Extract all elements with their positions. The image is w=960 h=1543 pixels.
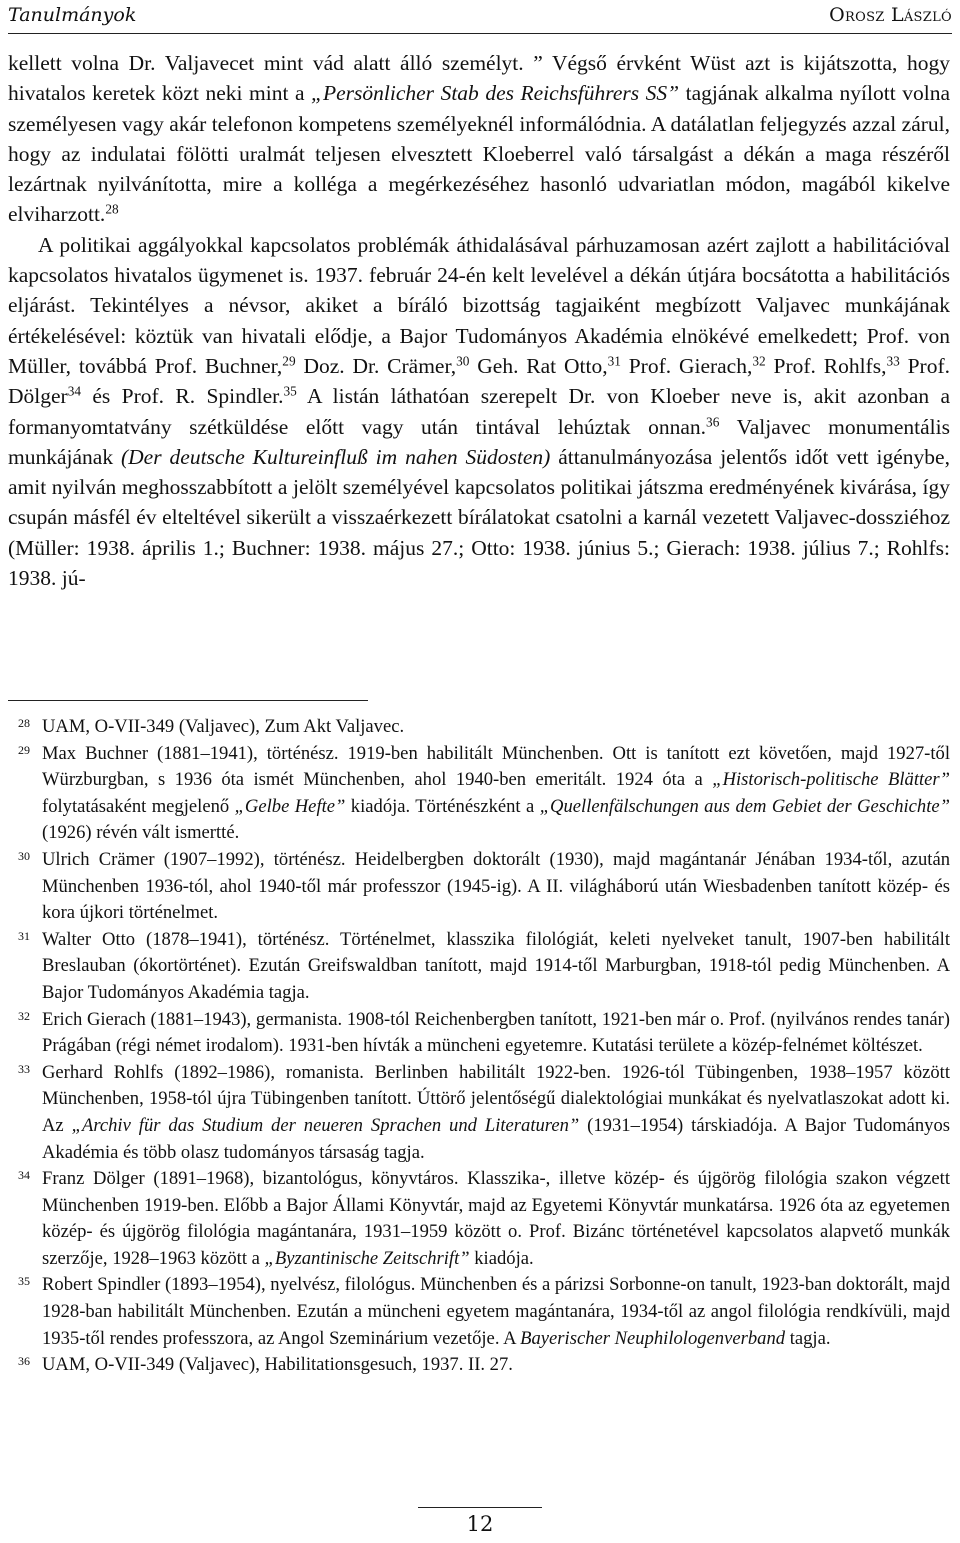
page-number-rule: [418, 1507, 542, 1508]
footnotes-section: [8, 714, 950, 1379]
footnote-divider: [8, 700, 368, 701]
footnote-text: [42, 741, 950, 847]
footnote-text: [42, 1007, 950, 1060]
text-run: Doz. Dr. Crämer,: [295, 353, 457, 378]
text-run: Geh. Rat Otto,: [469, 353, 608, 378]
footnote-run: Max Buchner (1881–1941), történész. 1919-ben habilitált Münchenben. Ott is tanított ezt követően, majd 1927-től Würzburgban, s 1936 óta ismét Münchenben, ahol 1940-ben emeritált. 1924 óta a: [42, 742, 950, 791]
footnote-italic: „Byzantinische Zeitschrift”: [264, 1247, 470, 1269]
footnote-run: UAM, O-VII-349 (Valjavec), Habilitationsgesuch, 1937. II. 27.: [42, 1354, 513, 1376]
footnote-number: 36: [18, 1354, 30, 1369]
footnote-run: folytatásaként megjelenő: [42, 795, 235, 817]
footnote-number: 31: [18, 928, 30, 943]
text-run: tagjának alkalma nyílott volna személyesen vagy akár telefonon kompetens személyeknél informálódnia.: [8, 81, 950, 136]
footnote-number: 28: [18, 716, 30, 730]
footnote-ref-35[interactable]: 35: [283, 383, 297, 399]
footnote-ref-36[interactable]: 36: [706, 414, 720, 430]
footnote-run: (1931–1954) társkiadója. A Bajor Tudományos Akadémia és több olasz tudományos társaság tagja.: [42, 1114, 950, 1163]
footnote-run: Franz Dölger (1891–1968), bizantológus, könyvtáros. Klasszika-, illetve közép- és újgörög filológia szakon végzett Münchenben 1919-ben. Előbb a Bajor Állami Könyvtár, majd az Egyetemi Könyvtár munkatársa. 1926 óta az egyetemen közép- és újgörög filológia magántanára, 1931–1959 között o. Prof. Bizánc történetével kapcsolatos alapvető munkák szerzője, 1928–1963 között a: [42, 1168, 950, 1269]
text-run: A datálatlan feljegyzés azzal zárul, hogy az indulatai fölötti uralmát teljesen elvesztett Kloeberrel való társalgást a dékán a maga részéről lezártnak nyilvánította, mire a kolléga a megérkezéséhez hasonló udvariatlan módon, magából kikelve elviharzott.: [8, 111, 950, 227]
footnote-ref-33[interactable]: 33: [886, 353, 900, 369]
footnote-36: [8, 1352, 950, 1379]
footnote-number: 35: [18, 1274, 30, 1289]
footnote-number: 32: [18, 1008, 30, 1023]
footnote-ref-29[interactable]: 29: [282, 353, 296, 369]
footnote-30: [8, 847, 950, 927]
text-run: áttanulmányozása jelentős időt vett igénybe, amit nyilván meghosszabbított a jelölt személyével kapcsolatos politikai játszma eredményének kivárása, így csupán másfél év elteltével sikerült a visszaérkezett bírálatokat csatolni a karnál vezetett Valjavec-dossziéhoz (Müller: 1938. április 1.; Buchner: 1938. május 27.; Otto: 1938. június 5.; Gierach: 1938. július 7.; Rohlfs: 1938. jú-: [8, 444, 950, 591]
footnote-run: kiadója. Történészként a: [345, 795, 540, 817]
section-title: Tanulmányok: [8, 4, 137, 26]
footnote-run: Ulrich Crämer (1907–1992), történész. Heidelbergben doktorált (1930), majd magántanár Jénában 1934-től, azután Münchenben 1936-tól, ahol 1940-től már professzor (1945-ig). A II. világháború után Wiesbadenben tanított közép- és kora újkori történelmet.: [42, 848, 950, 924]
footnote-text: [42, 714, 950, 741]
footnote-32: [8, 1007, 950, 1060]
paragraph-2: [8, 230, 950, 594]
italic-title: „Persönlicher Stab des Reichsführers SS”: [311, 81, 680, 106]
footnote-text: [42, 1272, 950, 1352]
footnote-number: 33: [18, 1061, 30, 1076]
footnote-italic: „Quellenfälschungen aus dem Gebiet der Geschichte”: [539, 795, 950, 817]
footnote-ref-30[interactable]: 30: [456, 353, 470, 369]
page-number: 12: [466, 1512, 494, 1536]
footnote-text: [42, 1060, 950, 1166]
footnote-35: [8, 1272, 950, 1352]
footnote-text: [42, 1166, 950, 1272]
header-divider: [8, 33, 952, 34]
text-run: kellett volna Dr. Valjavecet mint vád alatt álló személyt. ” Végső érvként Wüst azt is kijátszotta, hogy hivatalos keretek közt neki mint a: [8, 51, 950, 106]
footnote-run: Walter Otto (1878–1941), történész. Történelmet, klasszika filológiát, keleti nyelveket tanult, 1907-ben habilitált Breslauban (ókortörténet). Ezután Greifswaldban tanított, majd 1914-től Marburgban, 1918-tól pedig Münchenben. A Bajor Tudományos Akadémia tagja.: [42, 928, 950, 1003]
footnote-run: Erich Gierach (1881–1943), germanista. 1908-tól Reichenbergben tanított, 1921-ben már o. Prof. (nyilvános rendes tanár) Prágában (régi német irodalom). 1931-ben hívták a müncheni egyetemre. Kutatási területe a közép-felnémet költészet.: [42, 1008, 950, 1057]
footnote-run: (1926) révén vált ismertté.: [42, 822, 240, 844]
footnote-text: [42, 927, 950, 1007]
footnote-run: Robert Spindler (1893–1954), nyelvész, filológus. Münchenben és a párizsi Sorbonne-on tanult, 1923-ban doktorált, majd 1928-ban habilitált Münchenben. Ezután a müncheni egyetem magántanára, 1934-től az angol filológia rendkívüli, majd 1935-től rendes professzora, az Angol Szeminárium vezetője. A: [42, 1274, 950, 1349]
footnote-number: 29: [18, 742, 30, 757]
footnote-italic: Bayerischer Neuphilologenverband: [520, 1327, 786, 1349]
text-run: A listán láthatóan szerepelt Dr. von Kloeber neve is, akit azonban a formanyomtatvány szétküldése előtt vagy után tintával lehúztak onnan.: [8, 384, 950, 439]
main-text: [8, 48, 950, 593]
author-name: Orosz László: [829, 4, 952, 26]
footnote-33: [8, 1060, 950, 1166]
footnote-31: [8, 927, 950, 1007]
footnote-italic: „Gelbe Hefte”: [234, 795, 346, 817]
footnote-ref-31[interactable]: 31: [607, 353, 621, 369]
text-run: A politikai aggályokkal kapcsolatos problémák áthidalásával párhuzamosan azért zajlott a habilitációval kapcsolatos hivatalos ügymenet is. 1937. február 24-én kelt levelével a dékán útjára bocsátotta a habilitációs eljárást. Tekintélyes a névsor, akiket a bíráló bizottság tagjaiként megbízott Valjavec munkájának értékelésével: köztük van hivatali elődje, a Bajor Tudományos Akadémia elnökévé emelkedett; Prof. von Müller, továbbá Prof. Buchner,: [8, 232, 950, 378]
footnote-run: kiadója.: [469, 1247, 534, 1269]
paragraph-1: [8, 48, 950, 230]
footnote-italic: „Historisch-politische Blätter”: [712, 769, 950, 791]
text-run: Prof. Rohlfs,: [765, 353, 887, 378]
footnote-number: 34: [18, 1168, 30, 1183]
text-run: Prof. Gierach,: [620, 353, 753, 378]
footnote-text: [42, 1352, 950, 1379]
footnote-ref-34[interactable]: 34: [67, 383, 82, 399]
footnote-28: [8, 714, 950, 741]
footnote-ref-32[interactable]: 32: [752, 353, 766, 369]
footnote-number: 30: [18, 848, 30, 863]
text-run: Prof. Dölger: [8, 353, 950, 409]
text-run: Valjavec monumentális munkájának: [8, 414, 950, 469]
footnote-italic: „Archiv für das Studium der neueren Sprachen und Literaturen”: [71, 1114, 580, 1136]
footnote-text: [42, 847, 950, 927]
footnote-run: tagja.: [785, 1327, 831, 1349]
footnote-34: [8, 1166, 950, 1272]
footnote-29: [8, 741, 950, 847]
text-run: és Prof. R. Spindler.: [81, 384, 284, 409]
italic-title: (Der deutsche Kultureinfluß im nahen Südosten): [121, 444, 551, 469]
running-header: [8, 0, 952, 30]
footnote-ref-28[interactable]: 28: [105, 202, 119, 218]
footnote-run: UAM, O-VII-349 (Valjavec), Zum Akt Valjavec.: [42, 716, 405, 737]
footnote-run: Gerhard Rohlfs (1892–1986), romanista. Berlinben habilitált 1922-ben. 1926-tól Tübingenben, 1938–1957 között Münchenben, 1958-tól újra Tübingenben tanított. Úttörő jelentőségű dialektológiai munkákat és nyelvatlaszokat adott ki. Az: [42, 1061, 950, 1136]
